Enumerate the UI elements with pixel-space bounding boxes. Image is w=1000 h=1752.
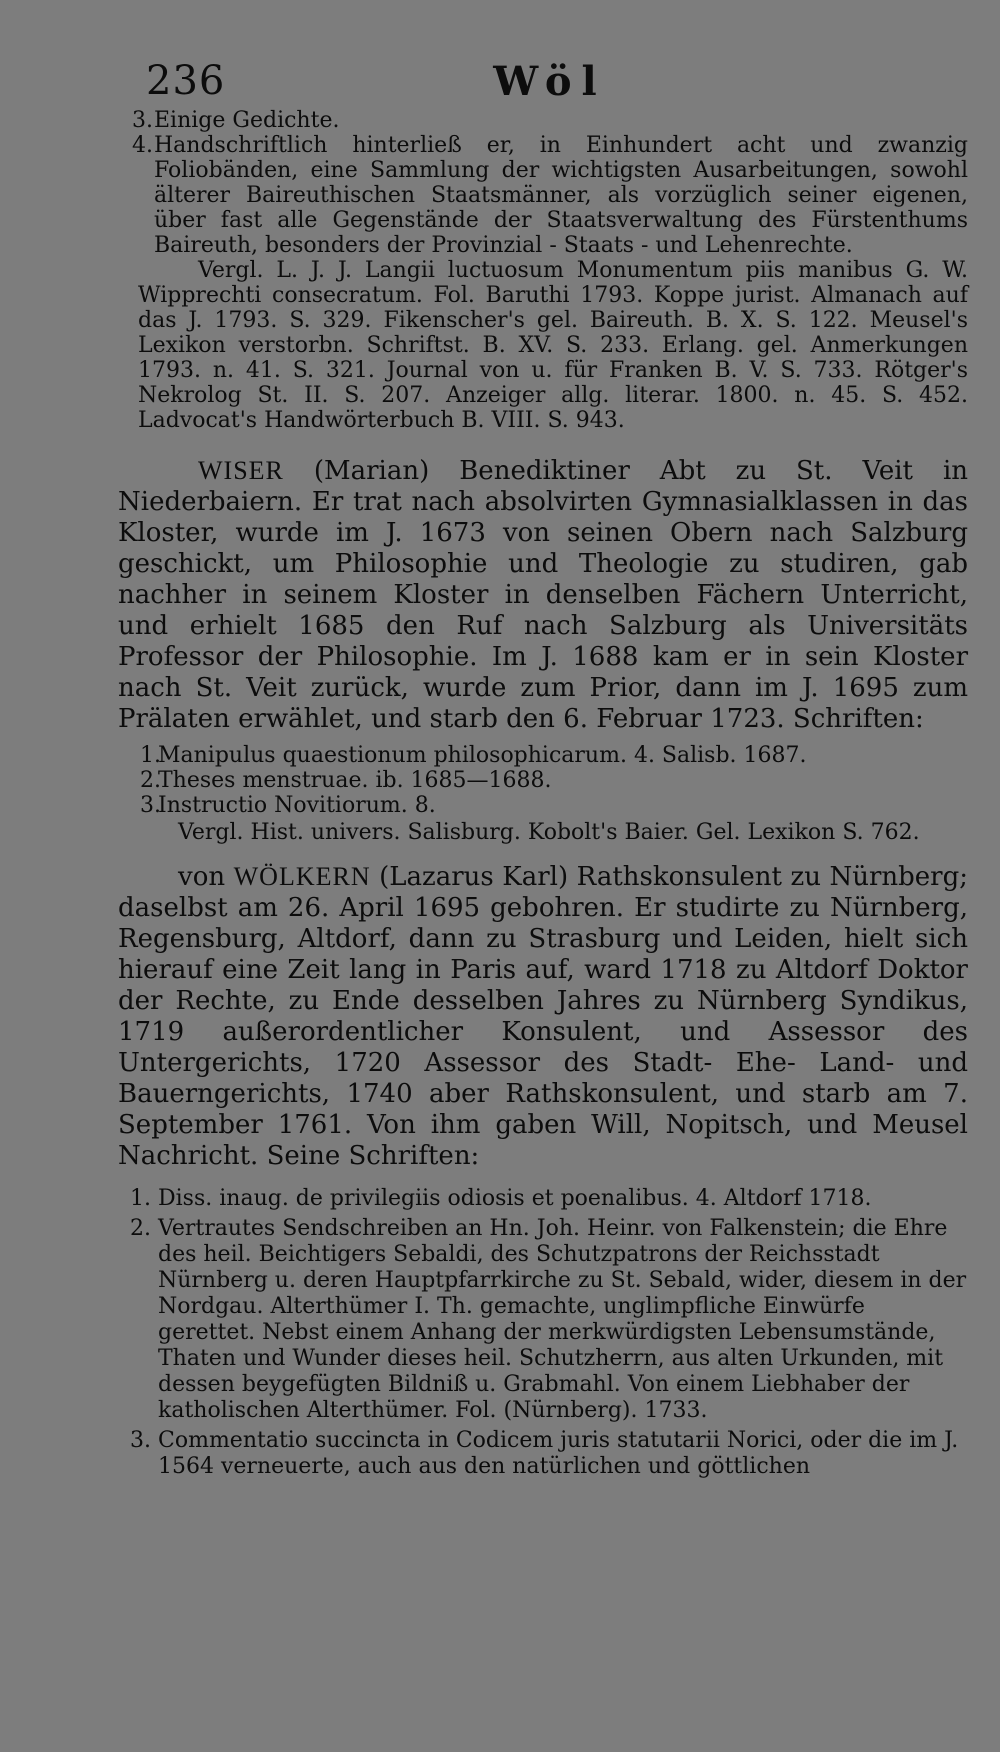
item-text: Theses menstruae. ib. 1685—1688.: [158, 768, 552, 793]
item-text: Instructio Novitiorum. 8.: [158, 793, 436, 818]
item-number: 1.: [130, 1186, 151, 1211]
running-head: Wöl: [493, 58, 607, 105]
item-text: Handschriftlich hinterließ er, in Einhundert acht und zwanzig Foliobänden, eine Sammlung der wichtigsten Ausarbeitungen, sowohl älterer Baireuthischen Staatsmänner, als vorzüglich seiner eigenen, über fast alle Gegenstände der Staatsverwaltung des Fürstenthums Baireuth, besonders der Provinzial - Staats - und Lehenrechte.: [154, 133, 968, 258]
woelkern-works-list: [118, 1186, 968, 1480]
list-item: [118, 768, 968, 793]
list-item: [118, 743, 968, 768]
list-item: [118, 793, 968, 818]
item-text: Commentatio succincta in Codicem juris statutarii Norici, oder die im J. 1564 verneuerte, auch aus den natürlichen und göttlichen: [158, 1428, 959, 1479]
entry-name: WISER: [198, 456, 284, 485]
item-text: Einige Gedichte.: [154, 108, 340, 133]
item-number: 4.: [132, 133, 153, 158]
page-header: [140, 58, 960, 108]
entry-prefix: von: [178, 862, 226, 892]
entry-given-name: (Marian): [313, 456, 430, 486]
item-text: Diss. inaug. de privilegiis odiosis et poenalibus. 4. Altdorf 1718.: [158, 1186, 872, 1211]
item-number: 2.: [140, 768, 161, 793]
list-item: [118, 1428, 968, 1480]
reference-note: Vergl. Hist. univers. Salisburg. Kobolt's Baier. Gel. Lexikon S. 762.: [178, 820, 920, 845]
list-item: [118, 1216, 968, 1424]
entry-name: WÖLKERN: [233, 862, 371, 891]
reference-note: Vergl. L. J. J. Langii luctuosum Monumentum piis manibus G. W. Wipprechti consecratum. Fol. Baruthi 1793. Koppe jurist. Almanach auf das J. 1793. S. 329. Fikenscher's gel. Baireuth. B. X. S. 122. Meusel's Lexikon verstorbn. Schriftst. B. XV. S. 233. Erlang. gel. Anmerkungen 1793. n. 41. S. 321. Journal von u. für Franken B. V. S. 733. Rötger's Nekrolog St. II. S. 207. Anzeiger allg. literar. 1800. n. 45. S. 452. Ladvocat's Handwörterbuch B. VIII. S. 943.: [138, 258, 968, 433]
entry-text: Benediktiner Abt zu St. Veit in Niederbaiern. Er trat nach absolvirten Gymnasialklassen in das Kloster, wurde im J. 1673 von seinen Obern nach Salzburg geschickt, um Philosophie und Theologie zu studiren, gab nachher in seinem Kloster in denselben Fächern Unterricht, und erhielt 1685 den Ruf nach Salzburg als Universitäts Professor der Philosophie. Im J. 1688 kam er in sein Kloster nach St. Veit zurück, wurde zum Prior, dann im J. 1695 zum Prälaten erwählet, und starb den 6. Februar 1723. Schriften:: [118, 456, 969, 734]
list-item: [118, 1186, 968, 1212]
item-text: Vertrautes Sendschreiben an Hn. Joh. Heinr. von Falkenstein; die Ehre des heil. Beichtigers Sebaldi, des Schutzpatrons der Reichsstadt Nürnberg u. deren Hauptpfarrkirche zu St. Sebald, wider, diesem in der Nordgau. Alterthümer I. Th. gemachte, unglimpfliche Einwürfe gerettet. Nebst einem Anhang der merkwürdigsten Lebensumstände, Thaten und Wunder dieses heil. Schutzherrn, aus alten Urkunden, mit dessen beygefügten Bildniß u. Grabmahl. Von einem Liebhaber der katholischen Alterthümer. Fol. (Nürnberg). 1733.: [158, 1216, 967, 1423]
item-number: 2.: [130, 1216, 151, 1241]
list-item: [118, 108, 968, 133]
list-item: [118, 133, 968, 258]
entry-wiser: [118, 455, 968, 735]
item-number: 3.: [132, 108, 153, 133]
item-text: Manipulus quaestionum philosophicarum. 4. Salisb. 1687.: [158, 743, 807, 768]
page-body: [118, 108, 968, 1484]
page-number: 236: [146, 58, 226, 104]
item-number: 3.: [130, 1428, 151, 1453]
wiser-works-list: [118, 743, 968, 845]
entry-text: Rathskonsulent zu Nürnberg; daselbst am 26. April 1695 gebohren. Er studirte zu Nürnberg, Regensburg, Altdorf, dann zu Strasburg und Leiden, hielt sich hierauf eine Zeit lang in Paris auf, ward 1718 zu Altdorf Doktor der Rechte, zu Ende desselben Jahres zu Nürnberg Syndikus, 1719 außerordentlicher Konsulent, und Assessor des Untergerichts, 1720 Assessor des Stadt- Ehe- Land- und Bauerngerichts, 1740 aber Rathskonsulent, und starb am 7. September 1761. Von ihm gaben Will, Nopitsch, und Meusel Nachricht. Seine Schriften:: [118, 862, 969, 1171]
entry-given-name: (Lazarus Karl): [379, 862, 569, 892]
item-number: 3.: [140, 793, 161, 818]
entry-woelkern: [118, 861, 968, 1172]
previous-entry-continuation: [118, 108, 968, 433]
item-number: 1.: [140, 743, 161, 768]
